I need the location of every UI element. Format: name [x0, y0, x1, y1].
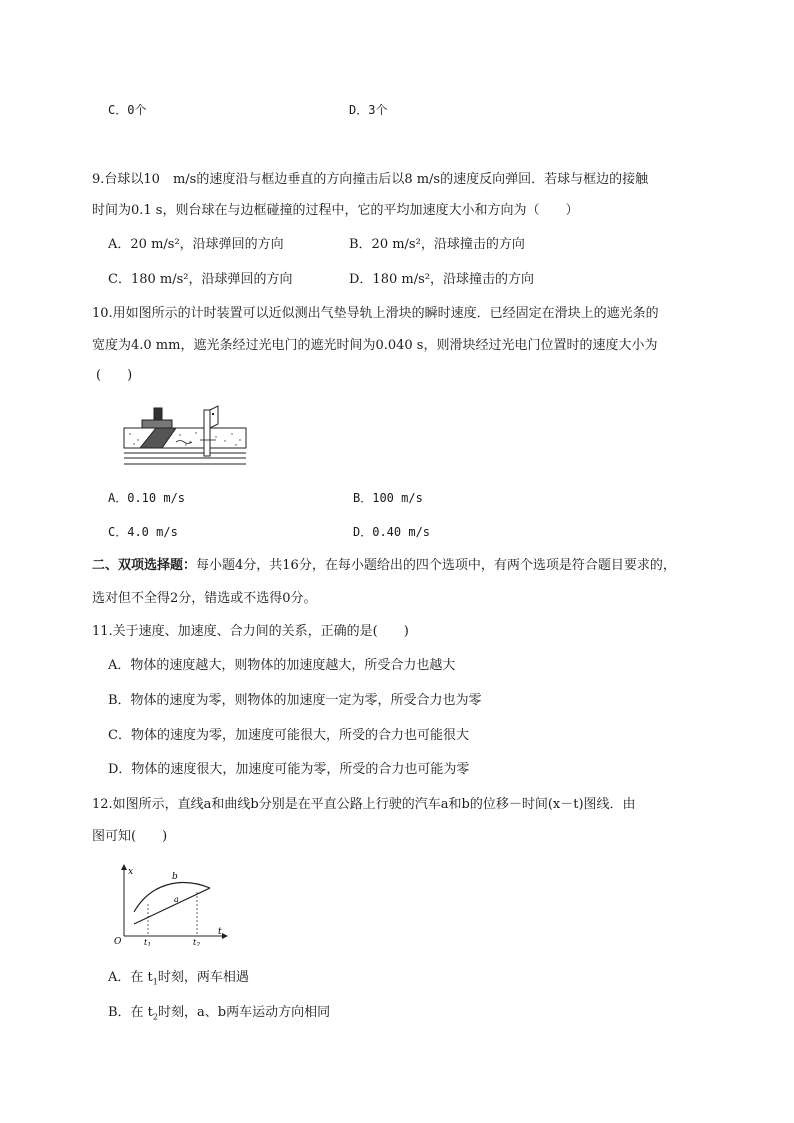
q9-option-b: B．20 m/s²，沿球撞击的方向 — [349, 237, 525, 252]
xt-graph-figure — [110, 862, 230, 946]
slider-top — [142, 420, 172, 428]
q11-option-a: A．物体的速度越大，则物体的加速度越大，所受合力也越大 — [108, 658, 456, 673]
q9-option-d: D．180 m/s²，沿球撞击的方向 — [349, 272, 534, 287]
photogate-head — [210, 406, 218, 428]
line-a-label: a — [174, 895, 179, 904]
curve-b-label: b — [172, 872, 178, 882]
shading-strip — [154, 408, 162, 420]
q10-stem-line3: ( ) — [96, 368, 133, 383]
q10-option-d: D．0.40 m/s — [353, 525, 431, 539]
section2-line1 — [92, 556, 676, 576]
q12-stem-line2: 图可知( ) — [92, 829, 168, 844]
photogate-post — [204, 410, 210, 456]
section2-heading: 二、双项选择题： — [92, 558, 197, 573]
q9-stem-line1: 9.台球以10 m/s的速度沿与框边垂直的方向撞击后以8 m/s的速度反向弹回．若球与框边的接触 — [92, 172, 649, 187]
q12-option-a: A．在 $t_1$时刻，两车相遇 — [108, 970, 249, 987]
q10-stem-line1: 10.用如图所示的计时装置可以近似测出气垫导轨上滑块的瞬时速度．已经固定在滑块上的遮光条的 — [92, 306, 659, 321]
q11-option-d: D．物体的速度很大，加速度可能为零，所受的合力也可能为零 — [108, 762, 470, 777]
section2-line2: 选对但不全得2分，错选或不选得0分。 — [92, 591, 317, 606]
air-track-figure — [120, 404, 250, 470]
t1-label: $t_1$ — [144, 938, 152, 946]
line-a — [134, 888, 210, 924]
q9-option-a: A．20 m/s²，沿球弹回的方向 — [108, 237, 284, 252]
t2-label: $t_2$ — [193, 938, 201, 946]
q10-stem-line2: 宽度为4.0 mm，遮光条经过光电门的遮光时间为0.040 s，则滑块经过光电门位置时的速度大小为 — [92, 338, 658, 353]
q12-option-b: B．在 $t_2$时刻，a、b两车运动方向相同 — [108, 1005, 331, 1022]
q12-stem-line1: 12.如图所示，直线a和曲线b分别是在平直公路上行驶的汽车a和b的位移－时间(x－t)图线．由 — [92, 797, 636, 812]
section2-instructions: 每小题4分，共16分，在每小题给出的四个选项中，有两个选项是符合题目要求的， — [196, 558, 676, 573]
q8-option-d: D．3个 — [349, 103, 388, 117]
q11-option-b: B．物体的速度为零，则物体的加速度一定为零，所受合力也为零 — [108, 693, 482, 708]
q9-stem-line2: 时间为0.1 s，则台球在与边框碰撞的过程中，它的平均加速度大小和方向为（ ） — [92, 203, 579, 218]
q11-stem: 11.关于速度、加速度、合力间的关系，正确的是( ) — [92, 624, 409, 639]
q10-option-a: A．0.10 m/s — [108, 491, 186, 505]
q10-option-b: B．100 m/s — [353, 491, 423, 505]
origin-label: O — [114, 937, 122, 946]
q10-option-c: C．4.0 m/s — [108, 525, 178, 539]
x-axis-label: x — [128, 867, 134, 877]
q11-option-c: C．物体的速度为零，加速度可能很大，所受的合力也可能很大 — [108, 728, 469, 743]
q8-option-c: C．0个 — [108, 103, 147, 117]
t-axis-label: t — [218, 927, 222, 937]
q9-option-c: C．180 m/s²，沿球弹回的方向 — [108, 272, 293, 287]
curve-b — [134, 883, 210, 912]
